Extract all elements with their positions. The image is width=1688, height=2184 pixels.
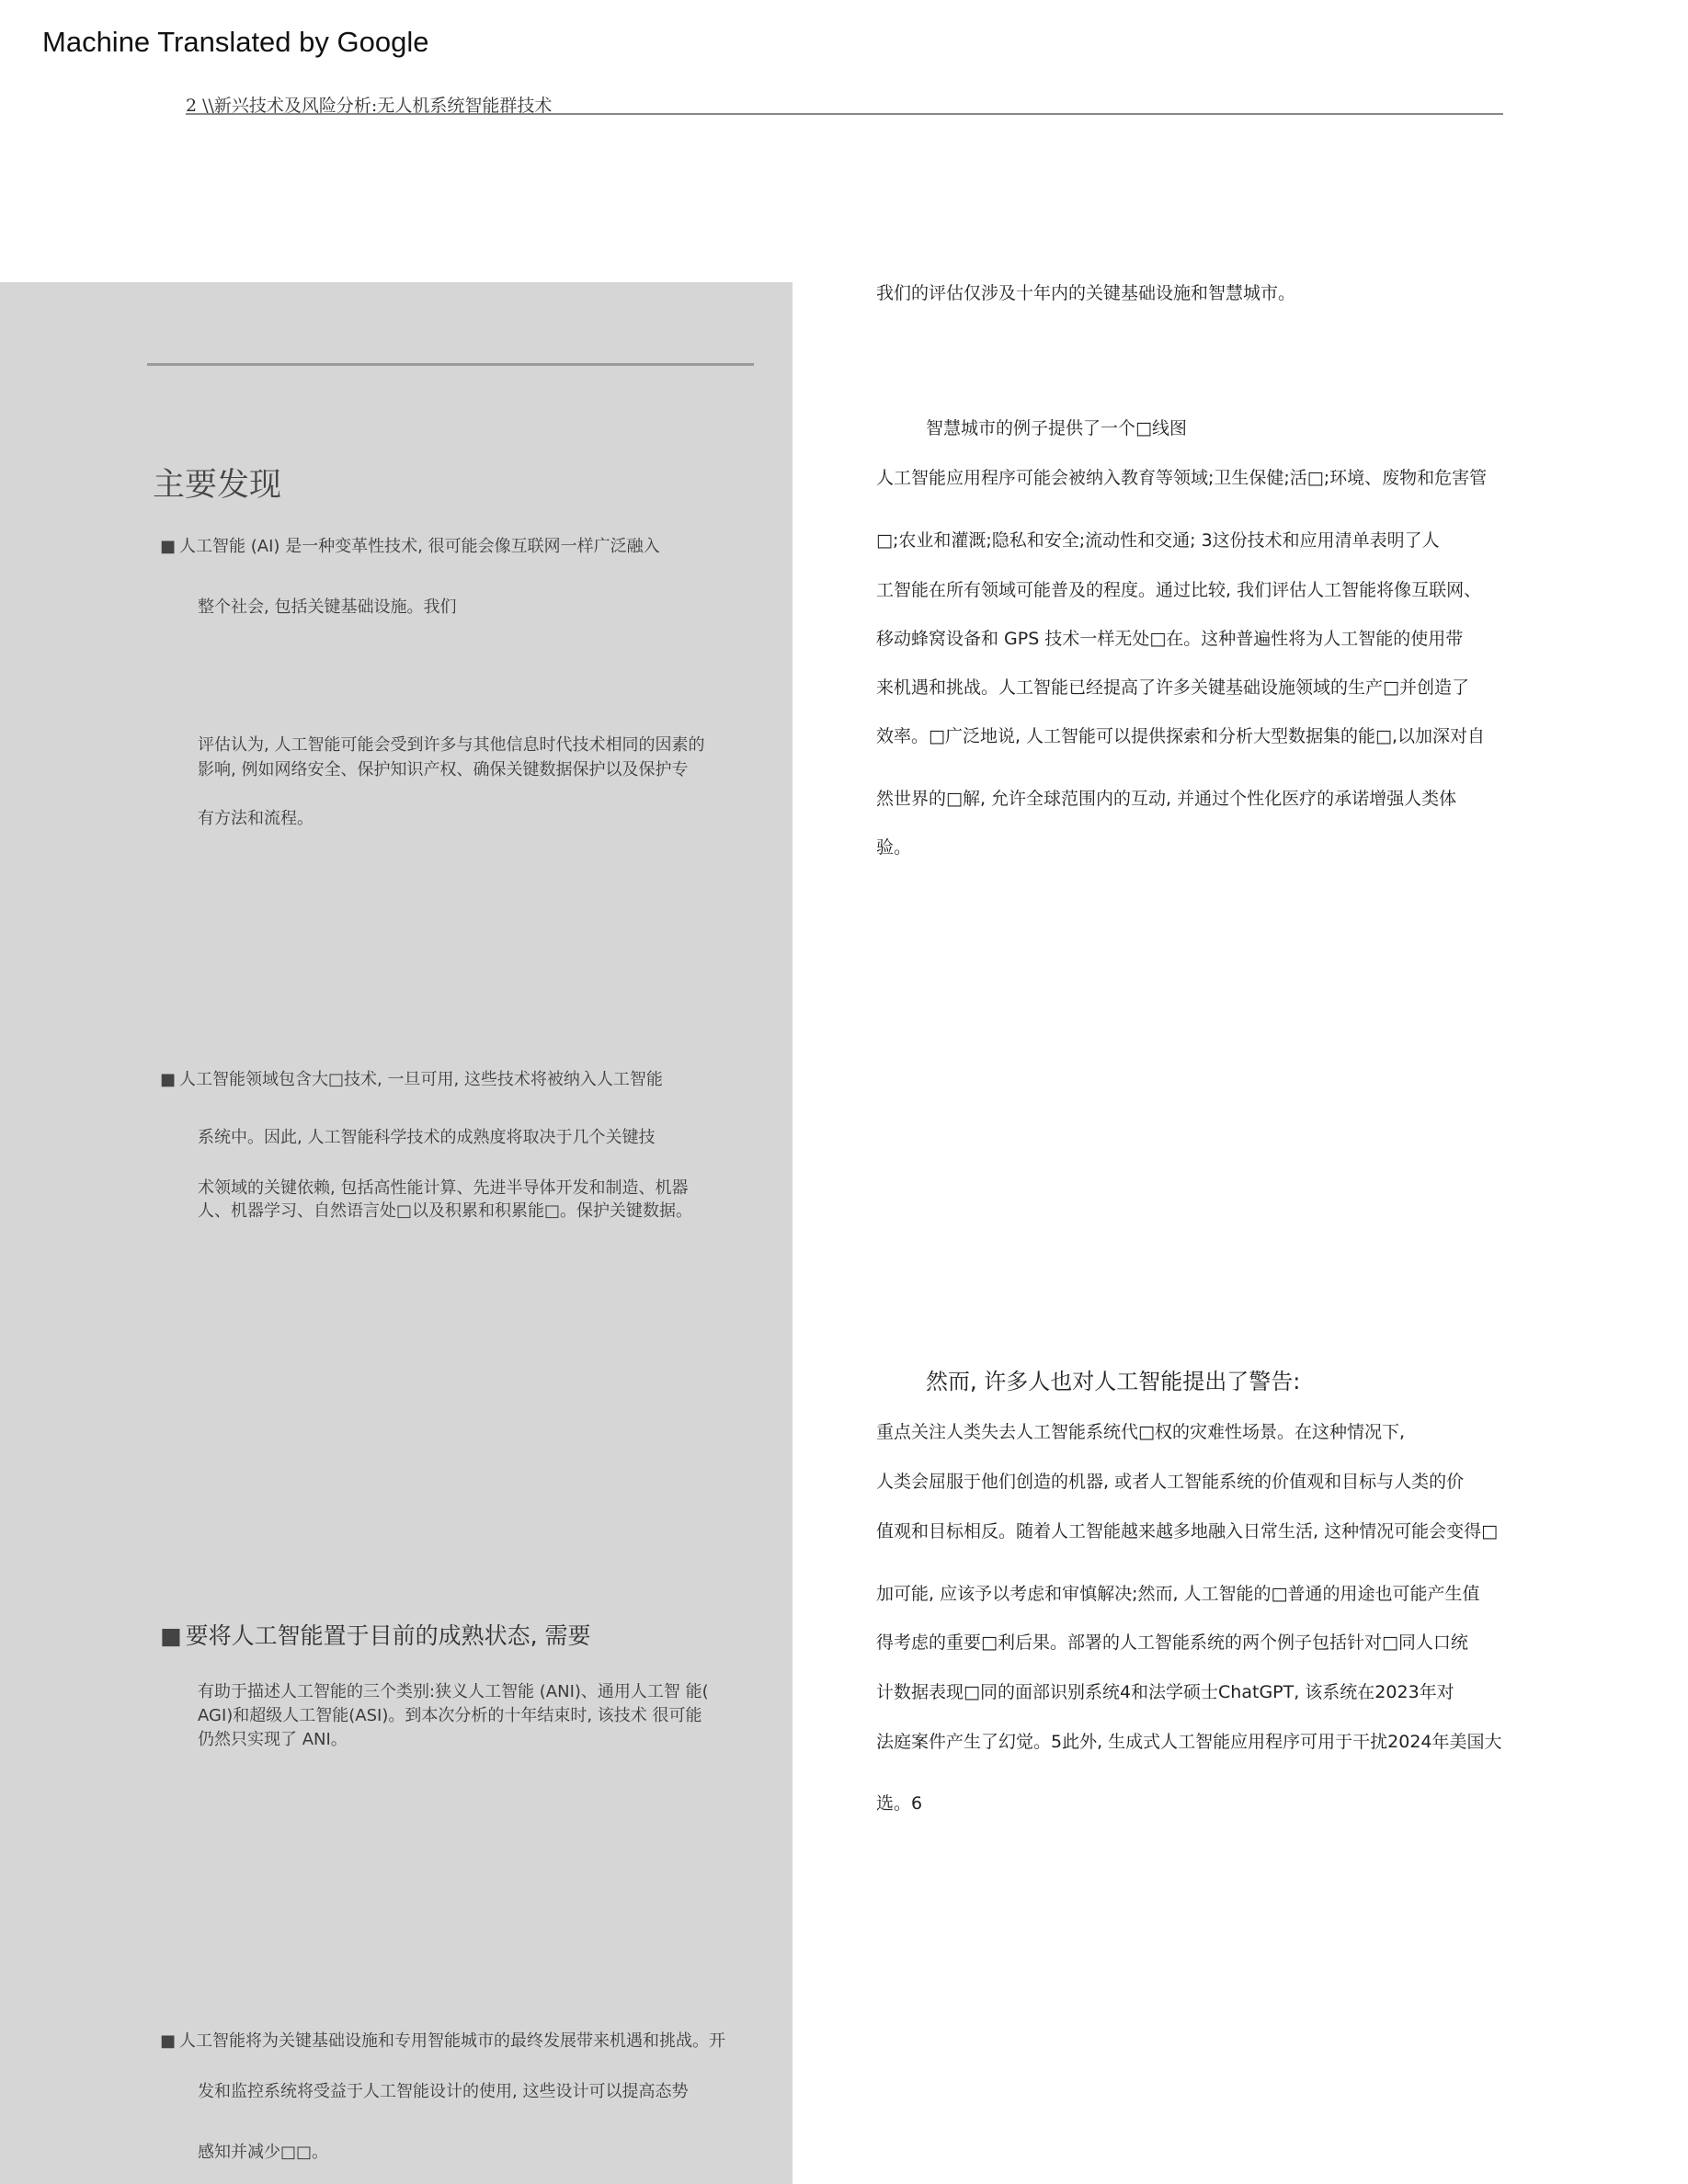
finding-3-line-2: 有助于描述人工智能的三个类别:狭义人工智能 (ANI)、通用人工智 能( — [198, 1682, 709, 1701]
body-line: 然世界的□解, 允许全球范围内的互动, 并通过个性化医疗的承诺增强人类体 — [876, 789, 1457, 809]
finding-3-line-4: 仍然只实现了 ANI。 — [198, 1730, 348, 1749]
header-rule — [186, 113, 1503, 115]
body-line: 加可能, 应该予以考虑和审慎解决;然而, 人工智能的□普通的用途也可能产生值 — [876, 1584, 1480, 1604]
key-findings-sidebar — [0, 282, 793, 2184]
finding-1-line-2: 整个社会, 包括关键基础设施。我们 — [198, 597, 457, 617]
finding-1-line-5: 有方法和流程。 — [198, 809, 314, 828]
body-line: 工智能在所有领域可能普及的程度。通过比较, 我们评估人工智能将像互联网、 — [876, 580, 1482, 600]
finding-3-line-3: AGI)和超级人工智能(ASI)。到本次分析的十年结束时, 该技术 很可能 — [198, 1706, 702, 1725]
finding-2-line-1: ■ 人工智能领域包含大□技术, 一旦可用, 这些技术将被纳入人工智能 — [160, 1070, 663, 1089]
body-line: 效率。□广泛地说, 人工智能可以提供探索和分析大型数据集的能□,以加深对自 — [876, 726, 1486, 746]
key-findings-title: 主要发现 — [153, 467, 282, 504]
body-line: 移动蜂窝设备和 GPS 技术一样无处□在。这种普遍性将为人工智能的使用带 — [876, 629, 1464, 649]
sidebar-rule — [147, 363, 754, 366]
bullet-icon: ■ — [160, 1622, 182, 1649]
warning-heading: 然而, 许多人也对人工智能提出了警告: — [926, 1369, 1301, 1394]
finding-1-line-3: 评估认为, 人工智能可能会受到许多与其他信息时代技术相同的因素的 — [198, 735, 705, 755]
finding-4-line-3: 感知并减少□□。 — [198, 2143, 329, 2162]
bullet-icon: ■ — [160, 1070, 177, 1089]
finding-1-line-4: 影响, 例如网络安全、保护知识产权、确保关键数据保护以及保护专 — [198, 760, 689, 779]
body-line: 人工智能应用程序可能会被纳入教育等领域;卫生保健;活□;环境、废物和危害管 — [876, 468, 1488, 488]
running-header: 2 \\新兴技术及风险分析:无人机系统智能群技术 — [186, 96, 553, 116]
body-line: 重点关注人类失去人工智能系统代□权的灾难性场景。在这种情况下, — [876, 1422, 1405, 1442]
body-line: 来机遇和挑战。人工智能已经提高了许多关键基础设施领域的生产□并创造了 — [876, 677, 1469, 698]
finding-4-line-2: 发和监控系统将受益于人工智能设计的使用, 这些设计可以提高态势 — [198, 2082, 689, 2101]
bullet-icon: ■ — [160, 537, 177, 556]
main-paragraph-0: 我们的评估仅涉及十年内的关键基础设施和智慧城市。 — [876, 283, 1296, 303]
body-line: 人类会屈服于他们创造的机器, 或者人工智能系统的价值观和目标与人类的价 — [876, 1472, 1465, 1492]
finding-1-line-1: ■ 人工智能 (AI) 是一种变革性技术, 很可能会像互联网一样广泛融入 — [160, 537, 660, 556]
body-line: 值观和目标相反。随着人工智能越来越多地融入日常生活, 这种情况可能会变得□ — [876, 1521, 1499, 1541]
body-line: □;农业和灌溉;隐私和安全;流动性和交通; 3这份技术和应用清单表明了人 — [876, 530, 1440, 551]
body-line: 得考虑的重要□利后果。部署的人工智能系统的两个例子包括针对□同人口统 — [876, 1632, 1468, 1653]
body-line: 计数据表现□同的面部识别系统4和法学硕士ChatGPT, 该系统在2023年对 — [876, 1682, 1454, 1702]
finding-2-line-2: 系统中。因此, 人工智能科学技术的成熟度将取决于几个关键技 — [198, 1128, 656, 1147]
finding-4-line-1: ■ 人工智能将为关键基础设施和专用智能城市的最终发展带来机遇和挑战。开 — [160, 2031, 726, 2051]
finding-2-line-4: 人、机器学习、自然语言处□以及积累和积累能□。保护关键数据。 — [198, 1201, 693, 1221]
body-line: 法庭案件产生了幻觉。5此外, 生成式人工智能应用程序可用于干扰2024年美国大 — [876, 1732, 1502, 1752]
machine-translated-banner: Machine Translated by Google — [42, 26, 429, 58]
finding-3-heading: ■ 要将人工智能置于目前的成熟状态, 需要 — [160, 1622, 591, 1649]
bullet-icon: ■ — [160, 2031, 177, 2051]
body-line: 验。 — [876, 837, 912, 858]
smart-city-heading: 智慧城市的例子提供了一个□线图 — [926, 418, 1187, 438]
finding-2-line-3: 术领域的关键依赖, 包括高性能计算、先进半导体开发和制造、机器 — [198, 1178, 689, 1198]
body-line: 选。6 — [876, 1793, 923, 1814]
